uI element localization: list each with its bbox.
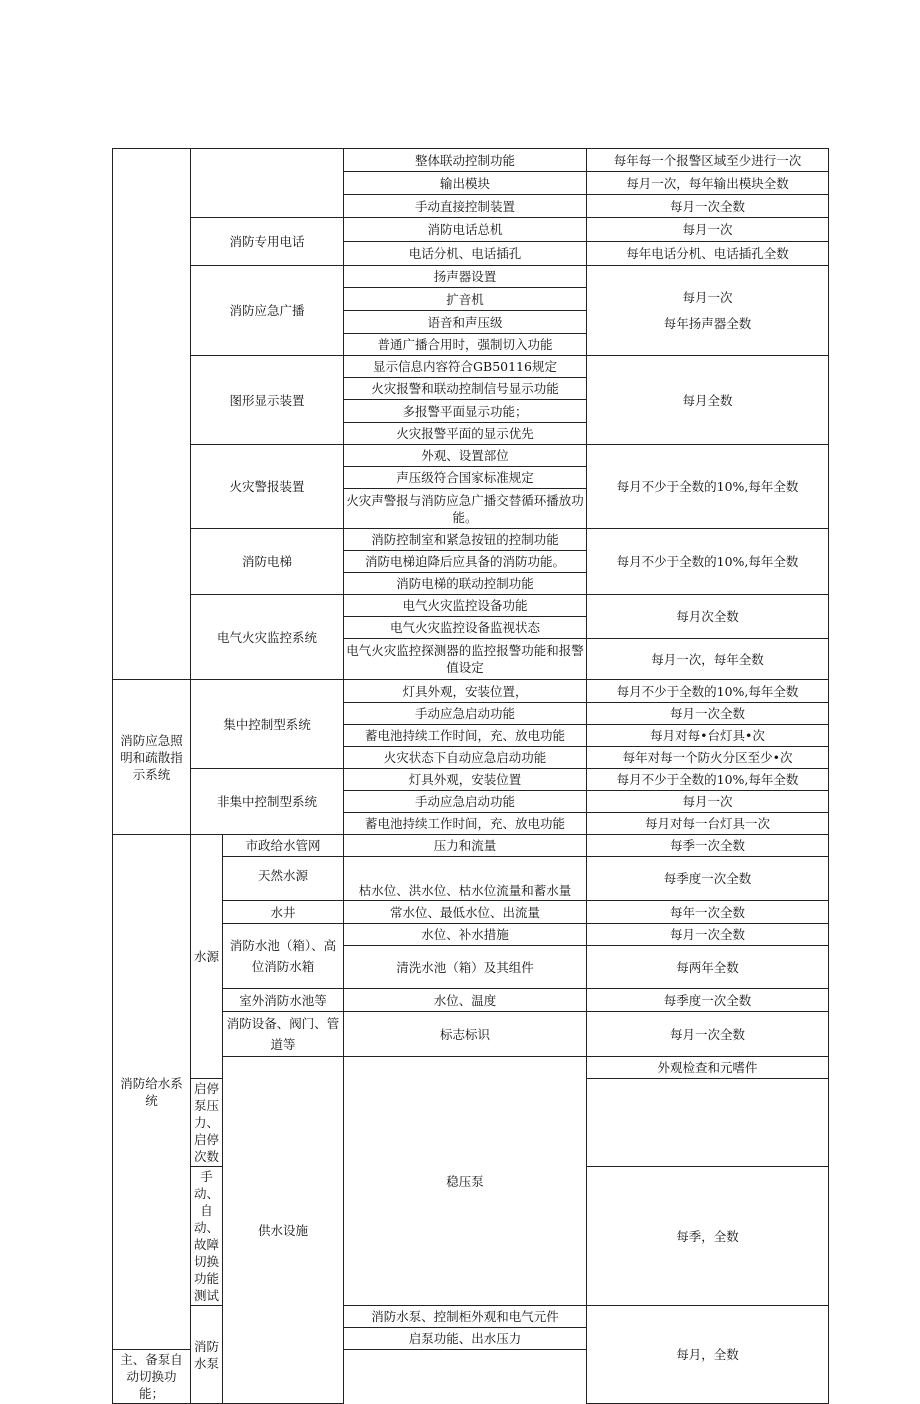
item-cell: 启泵功能、出水压力 bbox=[344, 1328, 587, 1350]
item-cell: 灯具外观，安装位置， bbox=[344, 680, 587, 703]
frequency-cell: 每年一次全数 bbox=[587, 901, 829, 924]
item-cell: 整体联动控制功能 bbox=[344, 149, 587, 172]
subsystem-cell: 非集中控制型系统 bbox=[191, 769, 344, 835]
frequency-cell: 每月一次全数 bbox=[587, 1012, 829, 1057]
subsystem-cell-empty bbox=[191, 149, 344, 218]
item-cell: 火灾报警和联动控制信号显示功能 bbox=[344, 378, 587, 400]
item-cell: 灯具外观，安装位置 bbox=[344, 769, 587, 791]
frequency-cell: 每月一次，每年全数 bbox=[587, 639, 829, 680]
frequency-cell: 每月对每•台灯具•次 bbox=[587, 725, 829, 747]
subsystem-cell: 消防设备、阀门、管道等 bbox=[223, 1012, 344, 1057]
item-cell: 枯水位、洪水位、枯水位流量和蓄水量 bbox=[344, 857, 587, 901]
frequency-cell: 每年对每一个防火分区至少•次 bbox=[587, 747, 829, 769]
inspection-table-lower bbox=[112, 679, 829, 1404]
frequency-cell: 每月，全数 bbox=[587, 1306, 829, 1404]
subsystem-cell: 天然水源 bbox=[223, 857, 344, 901]
frequency-cell: 每月不少于全数的10%,每年全数 bbox=[587, 445, 829, 529]
item-cell: 扩音机 bbox=[344, 288, 587, 311]
subsystem-cell: 图形显示装置 bbox=[191, 356, 344, 445]
frequency-cell: 每月不少于全数的10%,每年全数 bbox=[587, 769, 829, 791]
item-cell: 电气火灾监控设备监视状态 bbox=[344, 617, 587, 639]
category-cell: 消防给水系统 bbox=[113, 835, 191, 1350]
item-cell: 电气火灾监控探测器的监控报警功能和报警值设定 bbox=[344, 639, 587, 680]
subsystem-cell: 电气火灾监控系统 bbox=[191, 595, 344, 680]
frequency-cell: 每月不少于全数的10%,每年全数 bbox=[587, 529, 829, 595]
water-source-cell: 水源 bbox=[191, 835, 223, 1079]
item-cell: 水位、补水措施 bbox=[344, 924, 587, 946]
item-cell: 清洗水池（箱）及其组件 bbox=[344, 946, 587, 989]
frequency-line: 每月一次 bbox=[682, 289, 733, 305]
subsystem-cell: 消防水泵 bbox=[191, 1306, 223, 1404]
item-cell: 外观、设置部位 bbox=[344, 445, 587, 467]
frequency-cell: 每年每一个报警区域至少进行一次 bbox=[587, 149, 829, 172]
item-cell: 外观检查和元嗜件 bbox=[587, 1057, 829, 1079]
frequency-cell: 每月一次全数 bbox=[587, 924, 829, 946]
frequency-cell: 每月对每一台灯具一次 bbox=[587, 813, 829, 835]
frequency-cell: 每季度一次全数 bbox=[587, 989, 829, 1012]
item-cell: 火灾报警平面的显示优先 bbox=[344, 423, 587, 445]
subsystem-cell: 水井 bbox=[223, 901, 344, 924]
frequency-line: 每年扬声器全数 bbox=[663, 315, 752, 331]
item-cell: 压力和流量 bbox=[344, 835, 587, 857]
frequency-cell: 每月次全数 bbox=[587, 595, 829, 639]
item-cell: 启停泵压力、启停次数 bbox=[191, 1079, 223, 1167]
item-cell: 电气火灾监控设备功能 bbox=[344, 595, 587, 617]
item-cell: 消防控制室和紧急按钮的控制功能 bbox=[344, 529, 587, 551]
subsystem-cell: 集中控制型系统 bbox=[191, 680, 344, 769]
item-cell: 消防电话总机 bbox=[344, 218, 587, 242]
item-cell: 主、备泵自动切换功能； bbox=[113, 1350, 191, 1404]
item-cell: 水位、温度 bbox=[344, 989, 587, 1012]
item-cell: 多报警平面显示功能； bbox=[344, 400, 587, 423]
frequency-cell: 每月全数 bbox=[587, 356, 829, 445]
supply-facility-cell: 供水设施 bbox=[223, 1057, 344, 1404]
item-cell: 电话分机、电话插孔 bbox=[344, 242, 587, 266]
frequency-cell: 每季一次全数 bbox=[587, 835, 829, 857]
subsystem-cell: 稳压泵 bbox=[344, 1057, 587, 1306]
item-cell: 消防水泵、控制柜外观和电气元件 bbox=[344, 1306, 587, 1328]
item-cell: 消防电梯的联动控制功能 bbox=[344, 573, 587, 595]
frequency-cell: 每月一次全数 bbox=[587, 703, 829, 725]
frequency-cell: 每年电话分机、电话插孔全数 bbox=[587, 242, 829, 266]
item-cell: 常水位、最低水位、出流量 bbox=[344, 901, 587, 924]
item-cell: 火灾声警报与消防应急广播交替循环播放功能。 bbox=[344, 489, 587, 529]
subsystem-cell: 火灾警报装置 bbox=[191, 445, 344, 529]
item-cell: 声压级符合国家标准规定 bbox=[344, 467, 587, 489]
item-cell: 消防电梯迫降后应具备的消防功能。 bbox=[344, 551, 587, 573]
subsystem-cell: 消防专用电话 bbox=[191, 218, 344, 266]
subsystem-cell: 消防应急广播 bbox=[191, 266, 344, 356]
item-cell: 火灾状态下自动应急启动功能 bbox=[344, 747, 587, 769]
frequency-cell: 每月一次 bbox=[587, 218, 829, 242]
frequency-cell: 每季度一次全数 bbox=[587, 857, 829, 901]
item-cell: 手动应急启动功能 bbox=[344, 791, 587, 813]
category-cell: 消防应急照明和疏散指示系统 bbox=[113, 680, 191, 835]
frequency-cell: 每季，全数 bbox=[587, 1167, 829, 1306]
item-cell: 手动直接控制装置 bbox=[344, 195, 587, 218]
item-cell: 蓄电池持续工作时间，充、放电功能 bbox=[344, 813, 587, 835]
subsystem-cell: 消防水池（箱）、高位消防水箱 bbox=[223, 924, 344, 989]
frequency-cell: 每两年全数 bbox=[587, 946, 829, 989]
inspection-table bbox=[112, 148, 829, 680]
frequency-cell: 每月一次 bbox=[587, 791, 829, 813]
frequency-cell: 每月一次，每年输出模块全数 bbox=[587, 172, 829, 195]
item-cell: 手动应急启动功能 bbox=[344, 703, 587, 725]
item-cell: 扬声器设置 bbox=[344, 266, 587, 288]
frequency-cell bbox=[587, 266, 829, 356]
item-cell: 普通广播合用时，强制切入功能 bbox=[344, 334, 587, 356]
item-cell: 蓄电池持续工作时间，充、放电功能 bbox=[344, 725, 587, 747]
item-cell: 标志标识 bbox=[344, 1012, 587, 1057]
item-cell: 显示信息内容符合GB50116规定 bbox=[344, 356, 587, 378]
inspection-table-page bbox=[112, 148, 829, 1404]
subsystem-cell: 室外消防水池等 bbox=[223, 989, 344, 1012]
category-cell-empty bbox=[113, 149, 191, 680]
frequency-cell: 每月不少于全数的10%,每年全数 bbox=[587, 680, 829, 703]
subsystem-cell: 市政给水管网 bbox=[223, 835, 344, 857]
frequency-cell: 每月一次全数 bbox=[587, 195, 829, 218]
subsystem-cell: 消防电梯 bbox=[191, 529, 344, 595]
item-cell: 语音和声压级 bbox=[344, 311, 587, 334]
item-cell: 输出模块 bbox=[344, 172, 587, 195]
item-cell: 手动、自动、故障切换功能测试 bbox=[191, 1167, 223, 1306]
